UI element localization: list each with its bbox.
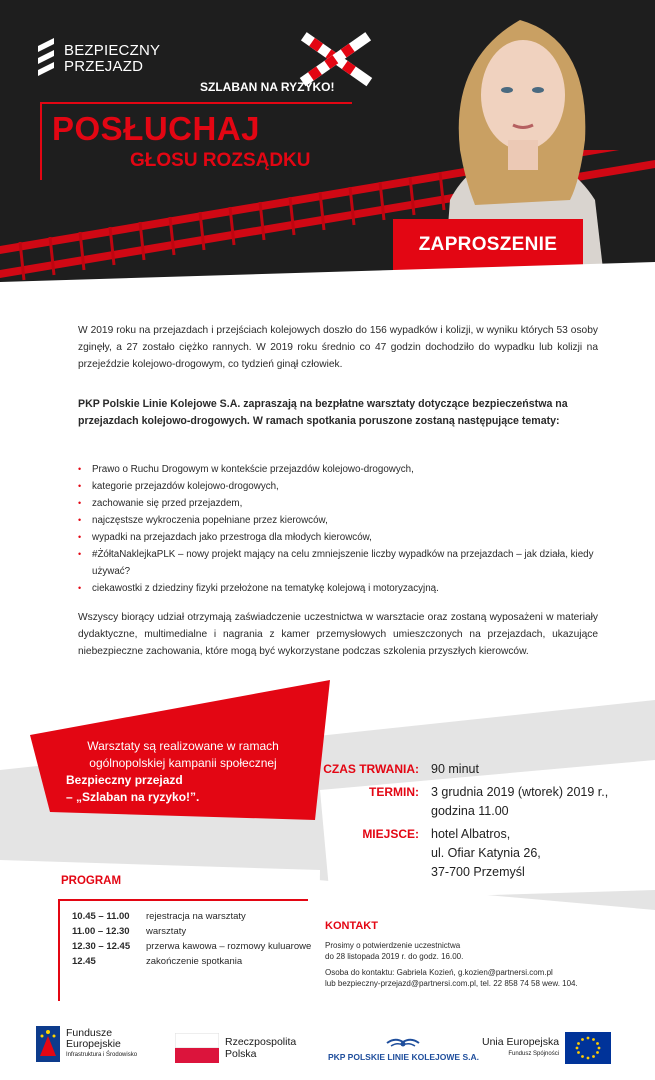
campaign-box [48,738,318,806]
date-label: TERMIN: [369,785,419,799]
pkp-plk-logo [328,1036,479,1062]
program-title: PROGRAM [61,875,122,887]
date-row [320,783,640,821]
program-time: 11.00 – 12.30 [72,926,130,937]
rzeczpospolita-polska-text [225,1036,296,1060]
program-table [72,910,312,970]
program-activity: warsztaty [146,926,187,937]
list-item: • najczęstsze wykroczenia popełniane przez kierowców, [78,512,598,529]
pkp-winged-wheel-icon [385,1036,421,1050]
place-value [431,825,541,882]
place-line-2: ul. Ofiar Katynia 26, [431,846,541,860]
fe-line-1: Fundusze [66,1026,113,1039]
table-row [72,955,312,968]
topics-list [78,461,598,597]
rp-line-2: Polska [225,1048,257,1060]
pkp-plk-text: PKP POLSKIE LINIE KOLEJOWE S.A. [328,1052,479,1062]
table-row [72,910,312,923]
place-label: MIEJSCE: [362,827,419,841]
campaign-name-line-2: – „Szlaban na ryzyko!”. [66,790,200,804]
campaign-line-1: Warsztaty są realizowane w ramach [87,739,279,753]
contact-confirmation [325,940,625,962]
rp-line-1: Rzeczpospolita [225,1036,297,1048]
fe-line-3: Infrastruktura i Środowisko [66,1051,138,1058]
place-line-3: 37-700 Przemyśl [431,865,525,879]
fundusze-europejskie-icon [36,1026,60,1062]
fundusze-europejskie-text [66,1028,137,1061]
headline-title: POSŁUCHAJ [52,110,261,147]
header-diagonal-cut [0,0,655,330]
ue-line-2: Fundusz Spójności [508,1051,560,1057]
fundusze-europejskie-logo [36,1026,137,1062]
unia-europejska-logo [482,1032,611,1064]
program-time: 12.45 [72,956,96,967]
date-line-2: godzina 11.00 [431,804,509,818]
intro-paragraph: W 2019 roku na przejazdach i przejściach kolejowych doszło do 156 wypadków i kolizji, w wyniku których 53 osoby zginęły, a 27 zostało ciężko rannych. W 2019 roku średnio co 47 godzin dochodziło do wypadku lub kolizji na przejeździe kolejowo-drogowym, co tydzień ginął człowiek. [78,325,598,370]
program-time: 12.30 – 12.45 [72,941,131,952]
footer-logos [0,1018,655,1080]
program-activity: rejestracja na warsztaty [146,911,246,922]
list-item: • wypadki na przejazdach jako przestroga dla młodych kierowców, [78,529,598,546]
brand-line-1: BEZPIECZNY [64,42,161,59]
list-item: • kategorie przejazdów kolejowo-drogowych, [78,478,598,495]
program-activity: przerwa kawowa – rozmowy kuluarowe [146,941,312,952]
contact-person [325,967,635,989]
list-item: • Prawo o Ruchu Drogowym w kontekście przejazdów kolejowo-drogowych, [78,461,598,478]
campaign-slogan: SZLABAN NA RYZYKO! [200,80,335,94]
place-line-1: hotel Albatros, [431,827,511,841]
outro-paragraph: Wszyscy biorący udział otrzymają zaświadczenie uczestnictwa w warsztacie oraz zostaną wyposażeni w materiały dydaktyczne, multimedialne i nagrania z kamer przemysłowych umieszczonych na przejazdach, ukazujące niebezpieczne zachowania, które mogą być wykorzystane podczas szkolenia przyszłych kierowców. [78,612,598,657]
campaign-line-2: ogólnopolskiej kampanii społecznej [89,756,277,770]
list-item: • ciekawostki z dziedziny fizyki przełożone na tematykę kolejową i motoryzacyjną. [78,580,598,597]
confirmation-line-1: Prosimy o potwierdzenie uczestnictwa [325,941,461,950]
confirmation-line-2: do 28 listopada 2019 r. do godz. 16.00. [325,952,464,961]
place-row [320,825,640,882]
program-activity: zakończenie spotkania [146,956,243,967]
lead-paragraph: PKP Polskie Linie Kolejowe S.A. zapraszają na bezpłatne warsztaty dotyczące bezpieczeństwa na przejazdach kolejowo-drogowych. W ramach spotkania poruszone zostaną następujące tematy: [78,398,568,427]
contact-title: KONTAKT [325,920,378,932]
table-row [72,940,312,953]
ue-line-1: Unia Europejska [482,1036,560,1048]
duration-label: CZAS TRWANIA: [323,762,419,776]
table-row [72,925,312,938]
date-value [431,783,608,821]
rzeczpospolita-polska-logo [175,1033,296,1063]
campaign-name-line-1: Bezpieczny przejazd [66,773,183,787]
headline-subtitle: GŁOSU ROZSĄDKU [130,150,311,171]
brand-line-2: PRZEJAZD [64,58,144,75]
list-item: • zachowanie się przed przejazdem, [78,495,598,512]
polish-flag-icon [175,1033,219,1063]
program-time: 10.45 – 11.00 [72,911,130,922]
eu-flag-icon [565,1032,611,1064]
contact-person-line-2[interactable]: lub bezpieczny-przejazd@partnersi.com.pl, tel. 22 858 74 58 wew. 104. [325,979,578,988]
contact-person-line-1[interactable]: Osoba do kontaktu: Gabriela Kozień, g.kozien@partnersi.com.pl [325,968,553,977]
duration-value: 90 minut [431,762,479,776]
list-item: • #ŻółtaNaklejkaPLK – nowy projekt mający na celu zmniejszenie liczby wypadków na przejazdach – jak działa, kiedy używać? [78,546,598,580]
unia-europejska-text [482,1036,559,1060]
invitation-badge: ZAPROSZENIE [393,219,583,271]
fe-line-2: Europejskie [66,1037,121,1050]
duration-row [320,760,640,779]
date-line-1: 3 grudnia 2019 (wtorek) 2019 r., [431,785,609,799]
event-details [320,760,640,886]
